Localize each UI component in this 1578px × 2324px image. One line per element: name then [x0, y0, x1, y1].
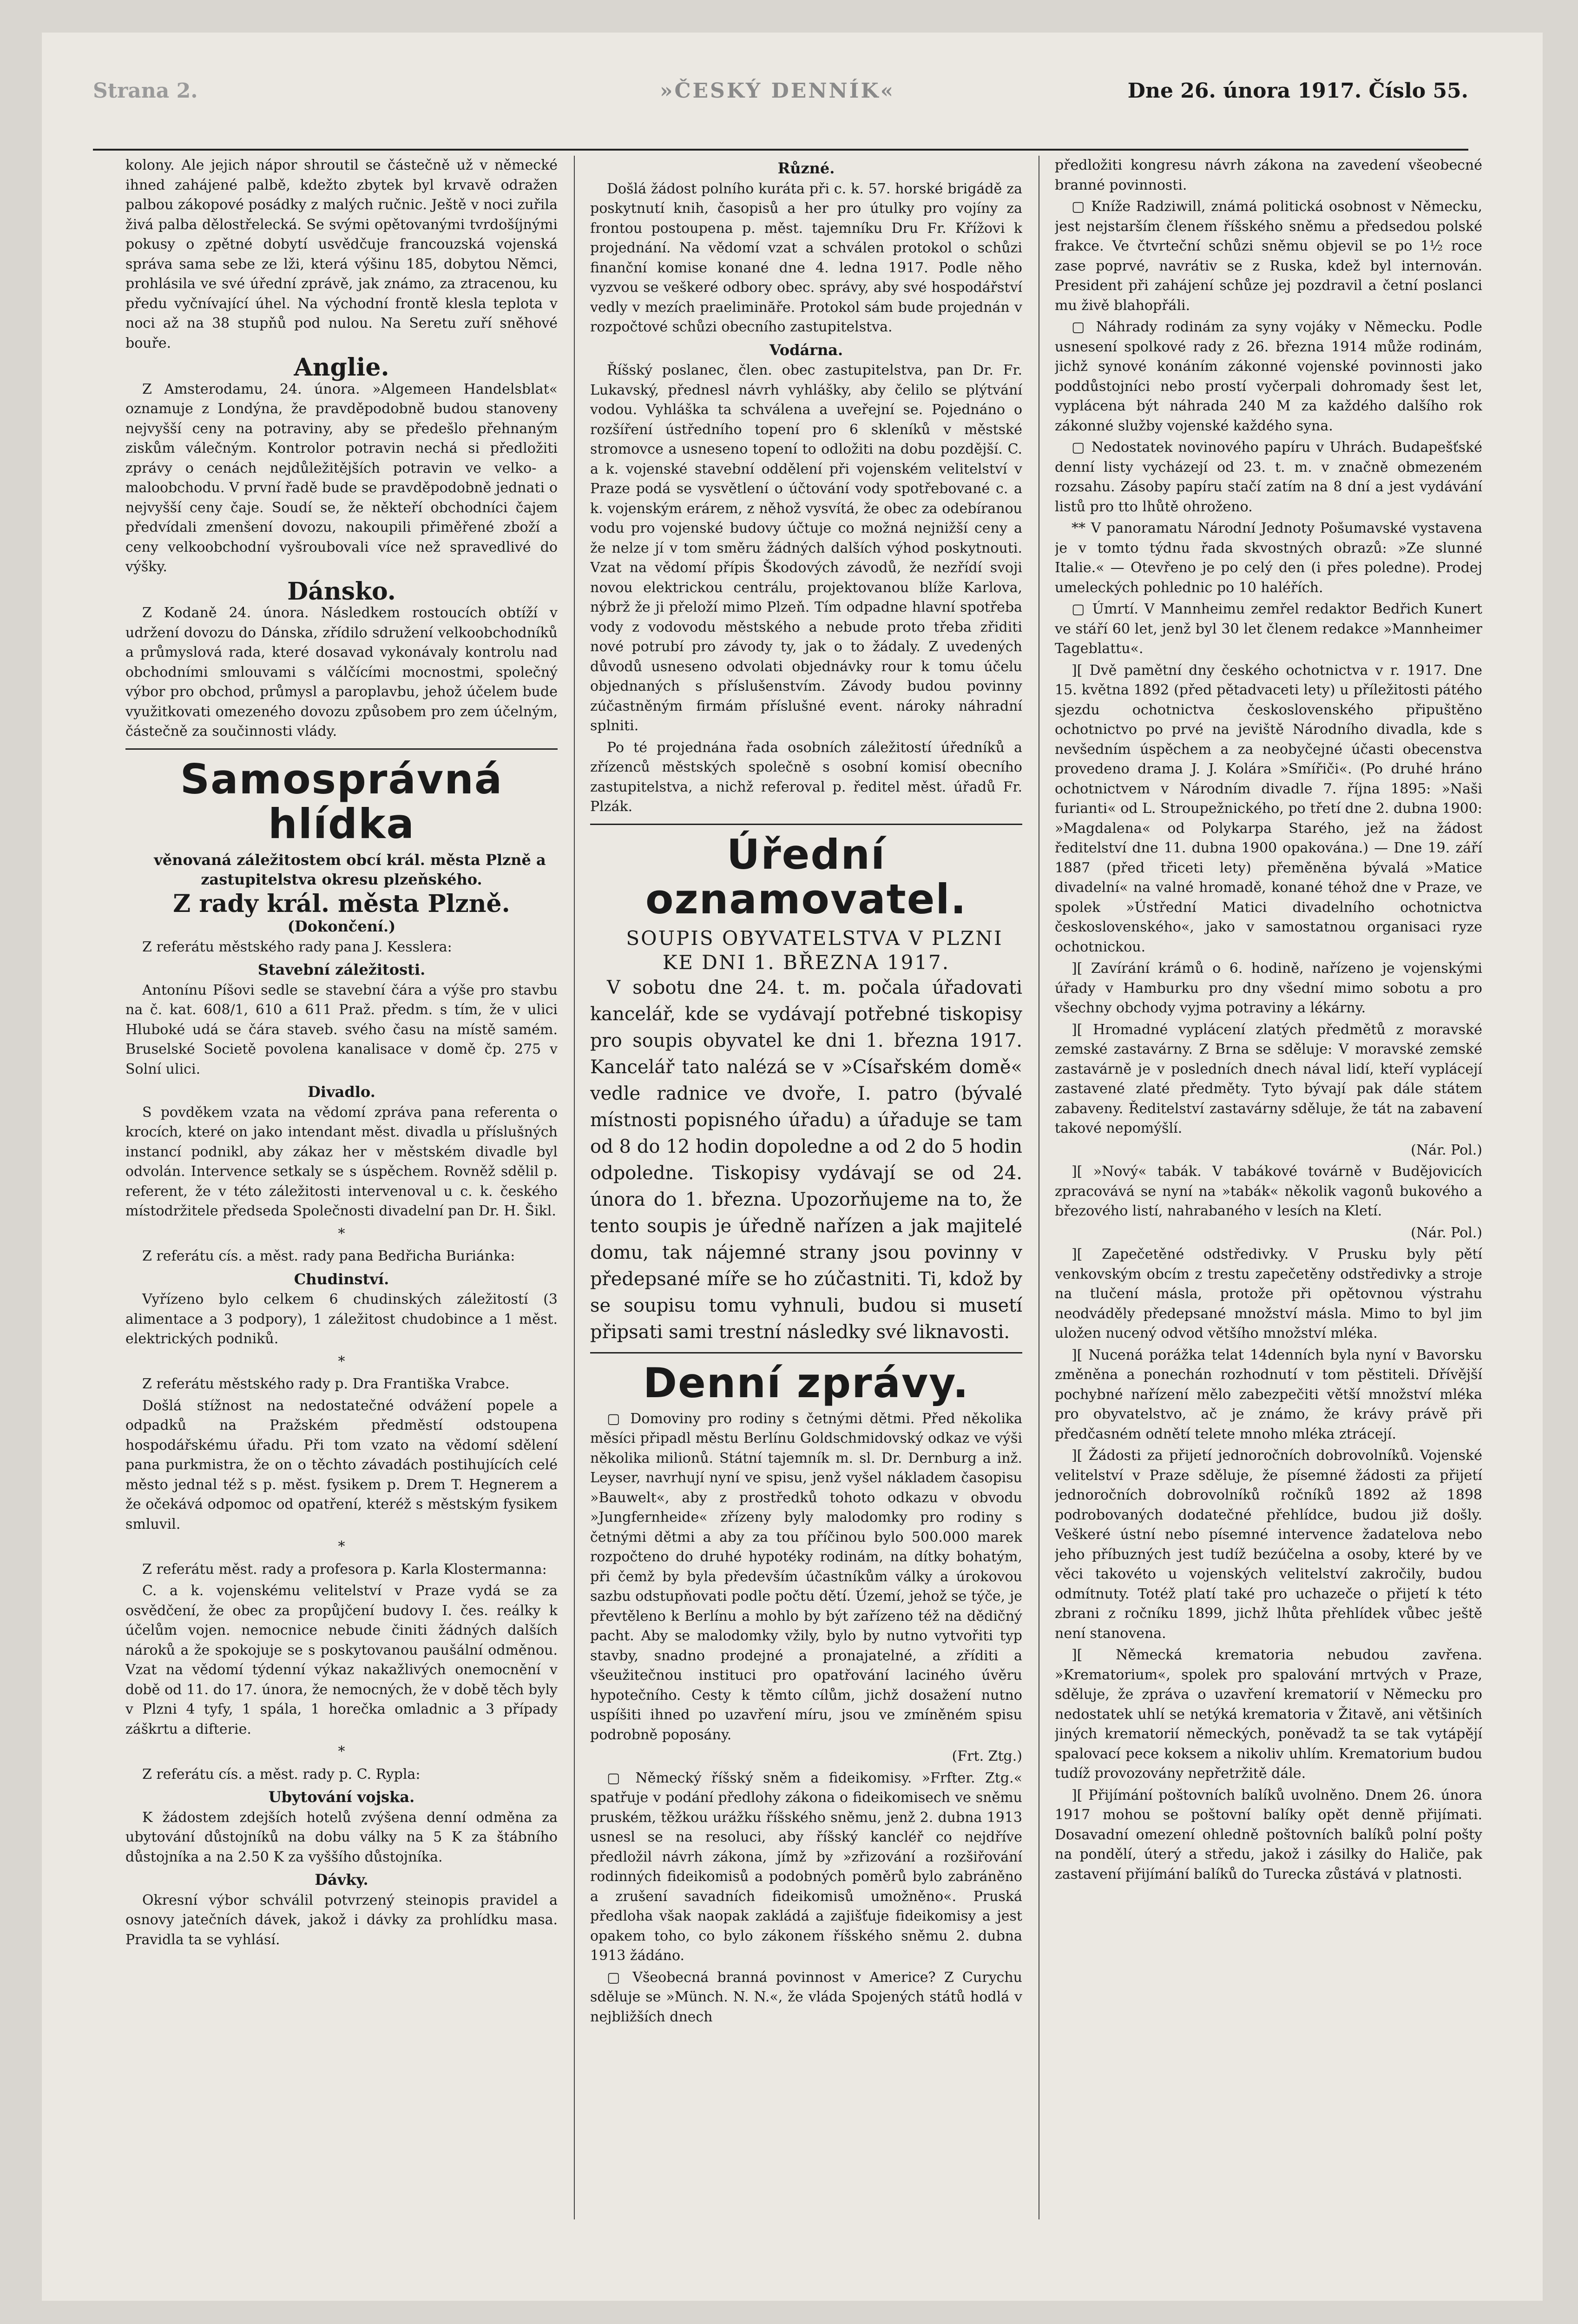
- article-text: ** V panoramatu Národní Jednoty Pošumavské vystavena je v tomto týdnu řada skvostných obrazů: »Ze slunné Italie.« — Otevřeno je po celý den (i přes poledne). Prodej umeleckých pohlednic po 10 haléřích.: [1055, 520, 1482, 596]
- rubric-heading: Samosprávná hlídka: [180, 755, 503, 848]
- star-separator: *: [338, 1225, 345, 1242]
- article-text: Došlá stížnost na nedostatečné odvážení popele a odpadků na Pražském předměstí odstoupena hospodářskému úřadu. Při tom vzato na vědomí sdělení pana purkmistra, že on o těchto závadách postihujících celé město jednal též s p. měst. fysikem p. Drem T. Hegnerem a že očekává odpomoc od opatření, kteréž s městským fysikem smluvil.: [125, 1397, 558, 1532]
- article-text: Z referátu městského rady p. Dra Františka Vrabce.: [142, 1376, 510, 1392]
- separator: [590, 1352, 1022, 1353]
- article-text: ][ Hromadné vyplácení zlatých předmětů z moravské zemské zastavárny. Z Brna se sděluje: V moravské zemské zastavárně je v posledních dnech nával lidí, kteří vyplácejí zastavené zlaté předměty. Tyto bývají pak dále státem zabaveny. Ředitelství zastavárny sděluje, že tát na zabavení takové nepomýšlí.: [1055, 1021, 1482, 1136]
- article-text: ▢ Německý říšský sněm a fideikomisy. »Frfter. Ztg.« spatřuje v podání předlohy zákona o fideikomisech ve sněmu pruském, těžkou urážku říšského sněmu, jenž 2. dubna 1913 usnesl se na resoluci, aby říšský kancléř co nejdříve předložil návrh zákona, jímž by »zřizování a rozšiřování rodinných fideikomisů a podobných poměrů bylo zabráněno a zrušení savadních fideikomisů umožněno«. Pruská předloha však naopak zakládá a zajišťuje fideikomisy a jest opakem toho, co bylo zákonem říšského sněmu 2. dubna 1913 žádáno.: [590, 1769, 1022, 1964]
- star-separator: *: [338, 1353, 345, 1370]
- subheading: Vodárna.: [769, 341, 843, 359]
- article-text: Došlá žádost polního kuráta při c. k. 57. horské brigádě za poskytnutí knih, časopisů a her pro útulky pro vojíny za frontou postoupena p. měst. tajemníku Dru Fr. Křížovi k projednání. Na vědomí vzat a schválen protokol o schůzi finanční komise konané dne 4. ledna 1917. Podle něho vyzvou se veškeré odbory obec. správy, aby své hospodářství vedly v mezích praeliminăře. Protokol sám bude projednán v rozpočtové schůzi obecního zastupitelstva.: [590, 180, 1022, 335]
- article-text: ][ Zapečetěné odstředivky. V Prusku byly pětí venkovským obcím z trestu zapečetěny odstředivky a stroje na tlučení másla, protože při opětovnou výstrahu neodváděly předepsané množství másla. Mimo to byl jim uložen nucený odvod většího množství mléka.: [1055, 1246, 1482, 1341]
- rubric-subtitle: věnovaná záležitostem obcí král. města Plzně a zastupitelstva okresu plzeňského.: [154, 851, 546, 888]
- notice-title: SOUPIS OBYVATELSTVA V PLZNI KE DNI 1. BŘEZNA 1917.: [626, 926, 1003, 974]
- article-text: ][ Dvě pamětní dny českého ochotnictva v r. 1917. Dne 15. května 1892 (před pětadvaceti lety) u příležitosti pátého sjezdu ochotnictva československého připuštěno ochotnictvo po prvé na jeviště Národního divadla, kde s nevšedním úspěchem a za neobyčejné účasti obecenstva provedeno drama J. J. Kolára »Smířiči«. (Po druhé hráno ochotnictvem v Národním divadle 7. října 1895: »Naši furianti« od L. Stroupežnického, po třetí dne 2. dubna 1900: »Magdalena« od Polykarpa Starého, jež na žádost ředitelství dne 11. dubna 1900 opakována.) — Dne 19. září 1887 (před třiceti lety) přeměněna bývalá »Matice divadelní« na valné hromadě, konané téhož dne v Praze, ve spolek »Ústřední Matici divadelního ochotnictva československého«, jako v samostatnou organisaci ryze ochotnickou.: [1055, 662, 1482, 955]
- article-text: ][ Německá krematoria nebudou zavřena. »Krematorium«, spolek pro spalování mrtvých v Praze, sděluje, že zpráva o uzavření krematorií v Německu pro nedostatek uhlí se netýká krematoria v Žitavě, ani většiních jiných krematorií německých, poněvadž ta se tak vytápějí spalovací pece koksem a nikoliv uhlím. Krematorium budou tudíž provozovány nepřetržitě dále.: [1055, 1647, 1482, 1782]
- article-text: ▢ Nedostatek novinového papíru v Uhrách. Budapešťské denní listy vycházejí od 23. t. m. v značně obmezeném rozsahu. Zásoby papíru stačí zatím na 8 dní a jest vydávání listů pro tto lhůtě ohroženo.: [1055, 439, 1482, 515]
- article-text: Antonínu Píšovi sedle se stavební čára a výše pro stavbu na č. kat. 608/1, 610 a 611 Praž. předm. s tím, že v ulici Hluboké udá se čára staveb. svého času na místě samém. Bruselské Societě povolena kanalisace v domě čp. 275 v Solní ulici.: [125, 982, 558, 1077]
- article-text: ▢ Úmrtí. V Mannheimu zemřel redaktor Bedřich Kunert ve stáří 60 let, jenž byl 30 let členem redakce »Mannheimer Tageblattu«.: [1055, 601, 1482, 657]
- separator: [125, 748, 558, 750]
- article-text: ][ »Nový« tabák. V tabákové továrně v Budějovicích zpracovává se nyní na »tabák« několik vagonů bukového a březového listí, nahrabaného v lesích na Kletí.: [1055, 1163, 1482, 1219]
- article-text: Z referátu cís. a měst. rady p. C. Rypla:: [142, 1766, 421, 1783]
- article-text: ▢ Náhrady rodinám za syny vojáky v Německu. Podle usnesení spolkové rady z 26. března 1914 může rodinám, jichž synové konáním zákonné vojenské povinnosti jako poddůstojníci nebo prostí vyčerpali dohromady šest let, vyplácena být náhrada 240 M za každého dalšího rok zákonné služby vojenské každého syna.: [1055, 319, 1482, 434]
- article-heading: Z rady král. města Plzně.: [173, 889, 510, 918]
- article-text: kolony. Ale jejich nápor shroutil se částečně už v německé ihned zahájené palbě, kdežto zbytek byl krvavě odražen palbou zákopové posádky z malých ručnic. Ještě v noci zuřila živá palba dělostřelecká. Se svými opětovanými tvrdošíjnými pokusy o zpětné dobytí usvědčuje francouzská vojenská správa sama sebe ze lži, která výšinu 185, dobytou Němci, prohlásila ve své úřední zprávě, jak známo, za ztracenou, ku předu vyčnívající úhel. Na východní frontě klesla teplota v noci až na 38 stupňů pod nulou. Na Seretu zuří sněhové bouře.: [125, 157, 558, 351]
- article-text: ▢ Všeobecná branná povinnost v Americe? Z Curychu sděluje se »Münch. N. N.«, že vláda Spojených států hodlá v nejbližších dnech: [590, 1969, 1022, 2025]
- article-text: Vyřízeno bylo celkem 6 chudinských záležitostí (3 alimentace a 3 podpory), 1 záležitost chudobince a 1 měst. elektrických podniků.: [125, 1291, 558, 1347]
- continuation-note: (Dokončení.): [287, 918, 396, 935]
- subheading: Různé.: [777, 159, 835, 177]
- article-text: Okresní výbor schválil potvrzený steinopis pravidel a osnovy jatečních dávek, jakož i dávky za prohlídku masa. Pravidla ta se vyhlásí.: [125, 1892, 558, 1948]
- article-text: ][ Žádosti za přijetí jednoročních dobrovolníků. Vojenské velitelství v Praze sděluje, že písemné žádosti za přijetí jednoročních dobrovolníků ročníků 1892 až 1898 podrobovaných dodatečné přehlídce, budou již došly. Veškeré ústní nebo písemné intervence žadatelova nebo jeho příbuzných jest tudíž bezúčelna a osoby, které by ve věci takovéto u vojenských velitelství zakročily, budou odmítnuty. Totéž platí také pro uchazeče o přijetí k této zbrani z ročníku 1899, jichž lhůta přehlídek vůbec ještě není stanovena.: [1055, 1447, 1482, 1642]
- article-text: Po té projednána řada osobních záležitostí úředníků a zřízenců městských společně s osobní komisí obecního zastupitelstva, a nichž referoval p. ředitel měst. úřadů Fr. Plzák.: [590, 739, 1022, 815]
- subheading: Dávky.: [315, 1871, 368, 1888]
- article-text: C. a k. vojenskému velitelství v Praze vydá se za osvědčení, že obec za propůjčení budovy I. čes. reálky k účelům vojen. nemocnice nebude činiti žádných dalších nároků a že spokojuje se s poskytovanou paušální odměnou. Vzat na vědomí týdenní výkaz nakažlivých onemocnění v době od 11. do 17. února, že nemocných, že v době těch byly v Plzni 4 tyfy, 1 spála, 1 horečka omladnic a 3 případy záškrtu a difterie.: [125, 1583, 558, 1737]
- source-note: (Nár. Pol.): [1411, 1224, 1482, 1241]
- star-separator: *: [338, 1538, 345, 1555]
- masthead: »ČESKÝ DENNÍK«: [660, 79, 895, 103]
- column-divider: [574, 156, 575, 2219]
- section-heading: Anglie.: [294, 353, 389, 382]
- article-text: Říšský poslanec, člen. obec zastupitelstva, pan Dr. Fr. Lukavský, přednesl návrh vyhlášky, aby čelilo se plýtvání vodou. Vyhláška ta schválena a uveřejní se. Pojednáno o rozšíření ústředního topení pro 6 skleníků v městské stromovce a usneseno topení to odložiti na dobu pozdější. C. a k. vojenské stavební oddělení při vojenském velitelství v Praze podá se vysvětlení o účtování vody spotřebované c. a k. vojenským erárem, z něhož vysvítá, že obec za odebíranou vodu pro vojenské budovy účtuje co možná nejnižší ceny a že nelze jí v tom směru žádných dalších výhod poskytnouti. Vzat na vědomí přípis Škodových závodů, že nezřídí svoji novou elektrickou centrálu, projektovanou blíže Karlova, nýbrž že ji přeloží mimo Plzeň. Tím odpadne hlavní spotřeba vody z vodovodu městského a nebude proto třeba zřiditi nové potrubí pro závody ty, jak o to žádaly. Z uvedených důvodů usneseno odvolati objednávky rour k tomu účelu objednaných s příslušenstvím. Závody budou povinny zúčastněným firmám příslušné event. nároky náhradní splniti.: [590, 362, 1022, 734]
- article-text: ][ Přijímání poštovních balíků uvolněno. Dnem 26. února 1917 mohou se poštovní balíky opět denně přijímati. Dosavadní omezení ohledně poštovních balíků polní pošty na pondělí, úterý a středu, jakož i zásilky do Haliče, pak zastavení přijímání balíků do Turecka zůstává v platnosti.: [1055, 1787, 1482, 1882]
- source-note: (Frt. Ztg.): [952, 1748, 1022, 1764]
- source-note: (Nár. Pol.): [1411, 1142, 1482, 1158]
- article-text: Z referátu městského rady pana J. Kesslera:: [142, 938, 452, 955]
- article-text: ][ Zavírání krámů o 6. hodině, nařízeno je vojenskými úřady v Hamburku pro dny všední mimo sobotu a pro všechny obchody vyjma potraviny a lékárny.: [1055, 960, 1482, 1016]
- notice-text: V sobotu dne 24. t. m. počala úřadovati kancelář, kde se vydávají potřebné tiskopisy pro soupis obyvatel ke dni 1. března 1917. Kancelář tato nalézá se v »Císařském domě« vedle radnice ve dvoře, I. patro (bývalé místnosti popisného úřadu) a úřaduje se tam od 8 do 12 hodin dopoledne a od 2 do 5 hodin odpoledne. Tiskopisy vydávají se od 24. února do 1. března. Upozorňujeme na to, že tento soupis je úředně nařízen a jak majitelé domu, tak nájemné strany jsou povinny v předepsané míře se ho zúčastniti. Ti, kdož by se soupisu tomu vyhnuli, budou si musetí připsati sami trestní následky své liknavosti.: [590, 977, 1022, 1343]
- article-text: předložiti kongresu návrh zákona na zavedení všeobecné branné povinnosti.: [1055, 157, 1482, 193]
- article-text: K žádostem zdejších hotelů zvýšena denní odměna za ubytování důstojníků na dobu války na 5 K za štábního důstojníka a na 2.50 K za vyššího důstojníka.: [125, 1809, 558, 1865]
- subheading: Chudinství.: [294, 1270, 389, 1288]
- rubric-heading: Denní zprávy.: [643, 1359, 969, 1407]
- article-text: Z Kodaně 24. února. Následkem rostoucích obtíží v udržení dovozu do Dánska, zřídilo sdružení velkoobchodníků a průmyslová rada, které dosavad vykonávaly kontrolu nad obchodními smlouvami s válčícími mocnostmi, společný výbor pro obchod, průmysl a paroplavbu, jehož účelem bude využitkovati omezeného dovozu způsobem pro zem účelným, částečně za součinnosti vlády.: [125, 605, 558, 739]
- subheading: Ubytování vojska.: [268, 1788, 415, 1806]
- article-text: ][ Nucená porážka telat 14denních byla nyní v Bavorsku změněna a ponechán rozhodnutí v tom pěstiteli. Dřívější pochybné nařízení mělo zabezpečiti větší množství mléka pro obyvatelstvo, ač je známo, že krávy právě při předčasném odnětí telete mnoho mléka ztrácejí.: [1055, 1347, 1482, 1442]
- issue-date: Dne 26. února 1917. Číslo 55.: [1127, 79, 1468, 103]
- column-1: [125, 156, 558, 2219]
- article-text: ▢ Kníže Radziwill, známá politická osobnost v Německu, jest nejstarším členem říšského sněmu a předsedou polské frakce. Ve čtvrteční schůzi sněmu objevil se po 1½ roce zase poprvé, navrátiv se z Ruska, kdež byl internován. President při zahájení schůze jej pozdravil a četní poslanci mu živě blahopřáli.: [1055, 198, 1482, 314]
- subheading: Stavební záležitosti.: [257, 961, 426, 978]
- rubric-heading: Úřední oznamovatel.: [645, 830, 967, 923]
- section-heading: Dánsko.: [287, 577, 396, 606]
- separator: [590, 824, 1022, 825]
- article-text: ▢ Domoviny pro rodiny s četnými dětmi. Před několika měsíci připadl městu Berlínu Goldschmidovský odkaz ve výši několika milionů. Státní tajemník m. sl. Dr. Dernburg a inž. Leyser, navrhují nyní ve spisu, jenž vyšel nákladem časopisu »Bauwelt«, aby z prostředků tohoto odkazu v obvodu »Jungfernheide« zřízeny byly malodomky pro rodiny s četnými dětmi a aby za tou příčinou bylo 500.000 marek rozpočteno do druhé hypotéky rodinám, na dítky bohatým, při čemž by byla především účastníkům války a úrokovou sazbu odstupňovati podle počtu dětí. Území, jehož se týče, je převtěleno k Berlínu a mohlo by být zařízeno též na dědičný pacht. Aby se malodomky vžily, bylo by nutno vytvořiti typ stavby, snadno prodejné a pronajatelné, a zříditi a všeužitečnou instituci pro opatřování laciného úvěru hypotečního. Cesty k těmto cílům, jichž dosažení nutno uspíšiti ihned po uzavření míru, jsou ve zmíněném spisu podrobně poposány.: [590, 1410, 1022, 1743]
- header-rule: [93, 149, 1468, 151]
- article-text: Z referátu cís. a měst. rady pana Bedřicha Buriánka:: [142, 1248, 515, 1264]
- page-number: Strana 2.: [93, 79, 198, 103]
- article-text: Z referátu měst. rady a profesora p. Karla Klostermanna:: [142, 1561, 547, 1578]
- star-separator: *: [338, 1743, 345, 1760]
- article-text: S povděkem vzata na vědomí zpráva pana referenta o krocích, které on jako intendant měst. divadla u příslušných instancí podnikl, aby zákaz her v městském divadle byl odvolán. Intervence setkaly se s úspěchem. Rovněž sdělil p. referent, že v této záležitosti intervenoval u c. k. českého místodržitele předseda Společnosti divadelní pan Dr. H. Šikl.: [125, 1104, 558, 1219]
- subheading: Divadlo.: [308, 1083, 375, 1101]
- article-text: Z Amsterodamu, 24. února. »Algemeen Handelsblat« oznamuje z Londýna, že pravděpodobně budou stanoveny nejvyšší ceny na potraviny, aby se předešlo přehnaným ziskům válečným. Kontrolor potravin nechá si předložiti zprávy o cenách nejdůležitějších potravin ve velko- a maloobchodu. V první řadě bude se pravděpodobně jednati o nejvyšší ceny čaje. Soudí se, že někteří obchodníci čajem předvídali zmenšení dovozu, nakoupili přiměřené zboží a ceny velkoobchodní vyšroubovali více než spravedlivé do výšky.: [125, 381, 558, 575]
- page-header: [93, 70, 1468, 116]
- column-3: [1055, 156, 1482, 2219]
- column-2: [590, 156, 1022, 2219]
